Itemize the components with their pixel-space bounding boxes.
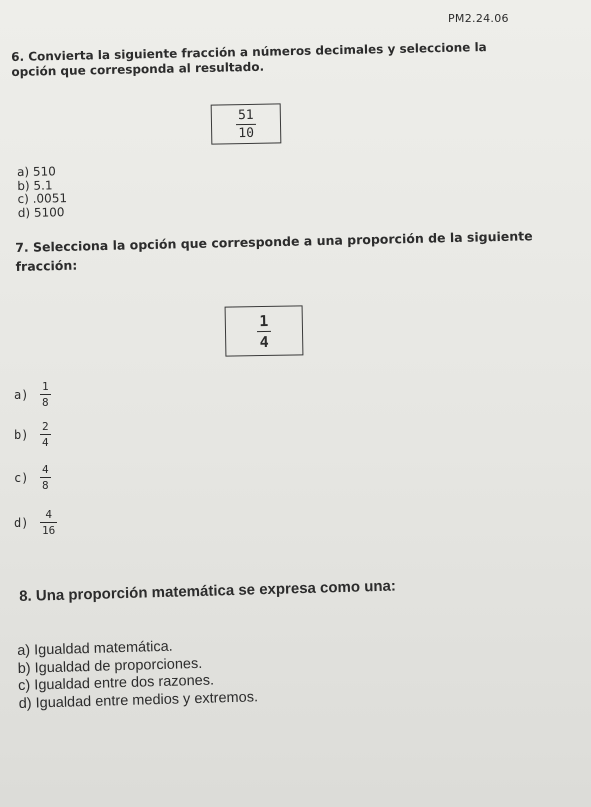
option-label: b) [14,427,29,442]
fraction-denominator: 4 [42,436,49,449]
fraction-numerator: 51 [237,107,254,123]
question-6-fraction [236,107,256,140]
option-fraction [40,508,57,537]
option-b[interactable] [14,420,51,449]
question-7-line-2: fracción: [15,257,78,274]
option-a[interactable] [14,380,51,409]
option-a[interactable]: a) Igualdad matemática. [17,638,173,659]
question-6-options [17,165,67,220]
option-c[interactable]: c) Igualdad entre dos razones. [17,672,215,694]
fraction-denominator: 10 [238,125,255,141]
question-6 [11,40,487,80]
option-d[interactable]: d) Igualdad entre medios y extremos. [18,688,259,712]
fraction-bar [40,394,51,395]
fraction-numerator: 4 [45,508,52,521]
option-d[interactable]: d) 5100 [17,204,65,220]
question-6-line-1: 6. Convierta la siguiente fracción a números decimales y seleccione la [11,40,487,64]
option-label: d) [14,515,29,530]
fraction-denominator: 4 [259,332,269,351]
question-7-fraction [257,311,271,350]
fraction-numerator: 4 [42,463,49,476]
fraction-denominator: 8 [42,479,49,492]
option-fraction [40,420,51,449]
fraction-numerator: 1 [42,380,49,393]
option-fraction [40,463,51,492]
question-6-fraction-box [211,103,282,144]
option-fraction [40,380,51,409]
option-a[interactable]: a) 510 [16,164,56,179]
fraction-numerator: 2 [42,420,49,433]
question-8: 8. Una proporción matemática se expresa como una: [18,577,397,605]
option-b[interactable]: b) 5.1 [17,177,53,193]
option-label: c) [14,470,29,485]
fraction-bar [40,434,51,435]
fraction-denominator: 8 [42,396,49,409]
option-d[interactable] [14,508,57,537]
question-7 [15,226,533,276]
option-c[interactable] [14,463,51,492]
option-b[interactable]: b) Igualdad de proporciones. [17,655,203,677]
question-6-line-2: opción que corresponda al resultado. [11,59,265,79]
fraction-bar [40,522,57,523]
question-7-line-1: 7. Selecciona la opción que corresponde a una proporción de la siguiente [15,228,533,255]
document-code: PM2.24.06 [448,12,509,25]
option-label: a) [14,387,29,402]
fraction-numerator: 1 [259,311,269,330]
question-7-fraction-box [225,305,304,356]
fraction-bar [40,477,51,478]
question-8-options [17,636,258,713]
fraction-denominator: 16 [42,524,56,537]
option-c[interactable]: c) .0051 [17,191,68,206]
